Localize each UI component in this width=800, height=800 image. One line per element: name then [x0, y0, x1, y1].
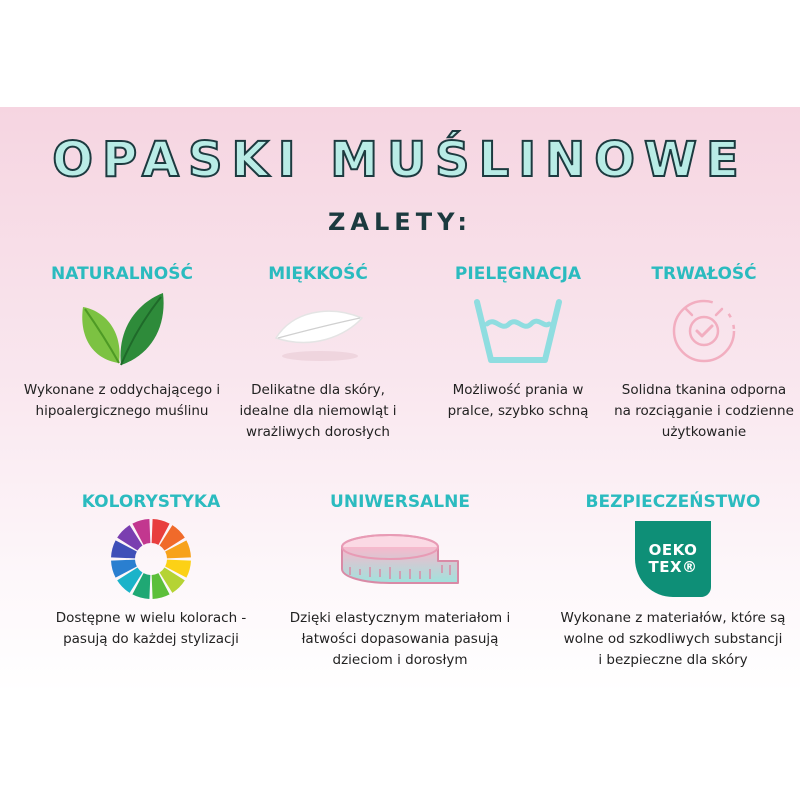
feature-description: Dzięki elastycznym materiałom i łatwości dopasowania pasują dzieciom i dorosłym — [289, 610, 511, 668]
feature-heading: TRWAŁOŚĆ — [651, 264, 757, 284]
feature-description: Delikatne dla skóry, idealne dla niemowląt i wrażliwych dorosłych — [239, 382, 397, 440]
feature-trwalosc — [612, 262, 796, 443]
wash-tub-icon — [428, 288, 608, 374]
page-title: OPASKI MUŚLINOWE — [52, 132, 748, 188]
feature-heading: KOLORYSTYKA — [81, 492, 221, 512]
feature-naturalnosc — [12, 262, 232, 422]
page-subtitle: ZALETY: — [328, 208, 472, 236]
feature-kolorystyka — [40, 490, 262, 650]
oeko-logo-line-2: TEX® — [648, 558, 698, 576]
feature-heading: UNIWERSALNE — [330, 492, 470, 512]
feature-description: Wykonane z materiałów, które są wolne od szkodliwych substancji i bezpieczne dla skóry — [560, 610, 786, 668]
feature-miekkosc — [228, 262, 408, 443]
feature-bezpieczenstwo — [560, 490, 786, 671]
oeko-tex-logo — [560, 516, 786, 602]
feature-description: Solidna tkanina odporna na rozciąganie i codzienne użytkowanie — [614, 382, 794, 440]
color-wheel-icon — [40, 516, 262, 602]
measuring-tape-icon — [275, 516, 525, 602]
feature-description: Dostępne w wielu kolorach - pasują do każdej stylizacji — [55, 610, 247, 647]
feature-heading: MIĘKKOŚĆ — [268, 264, 368, 284]
feature-heading: PIELĘGNACJA — [454, 264, 582, 284]
feature-heading: NATURALNOŚĆ — [51, 264, 193, 284]
feature-description: Wykonane z oddychającego i hipoalergicznego muślinu — [23, 382, 221, 419]
feature-description: Możliwość prania w pralce, szybko schną — [447, 382, 589, 419]
feature-heading: BEZPIECZEŃSTWO — [585, 492, 761, 512]
durability-clock-icon — [612, 288, 796, 374]
oeko-logo-line-1: OEKO — [648, 541, 698, 559]
feather-icon — [228, 288, 408, 374]
feature-uniwersalne — [275, 490, 525, 671]
leaves-icon — [12, 288, 232, 374]
feature-pielegnacja — [428, 262, 608, 422]
